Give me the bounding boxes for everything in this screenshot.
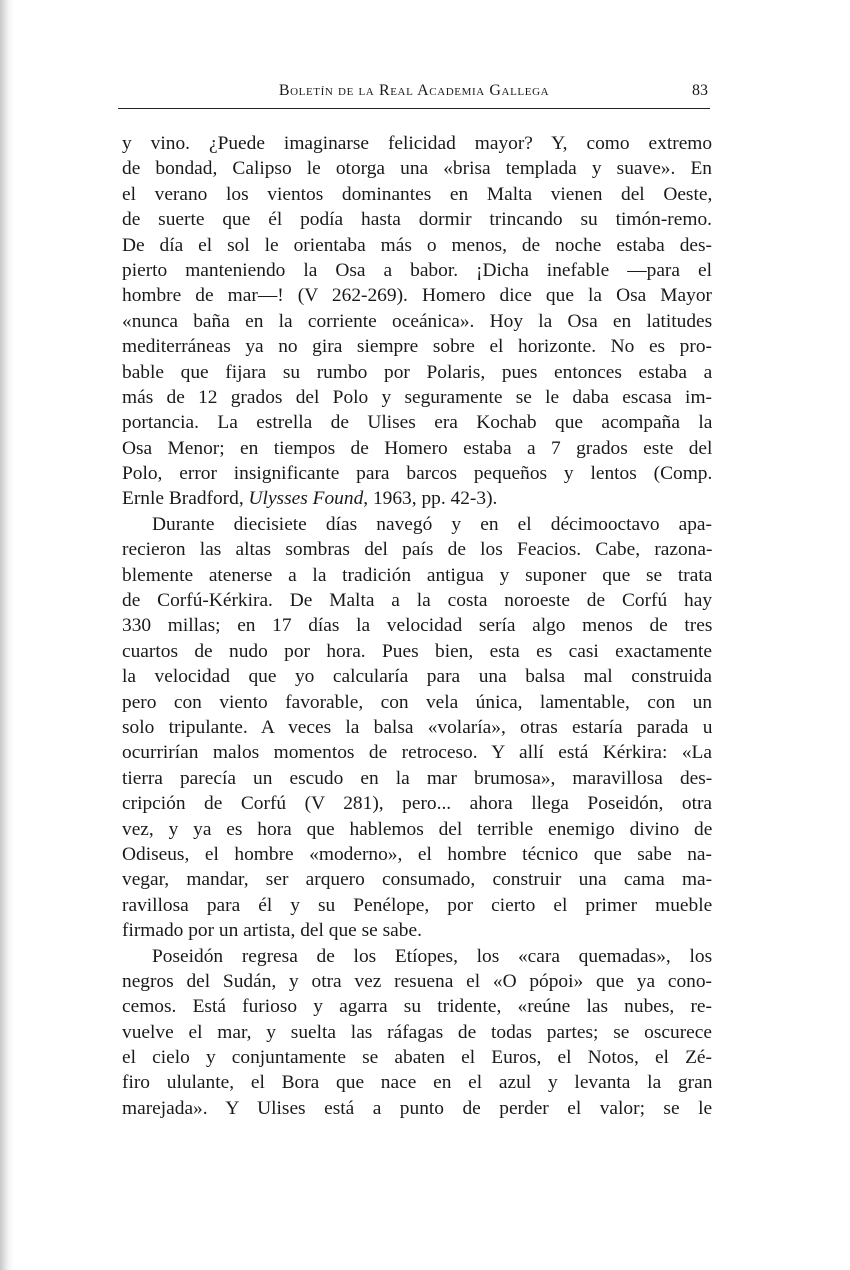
text-line: [122, 436, 712, 461]
text-span: 330 millas; en 17 días la velocidad sería algo menos de tres: [122, 615, 713, 637]
text-span: el cielo y conjuntamente se abaten el Euros, el Notos, el Zé-: [122, 1047, 712, 1069]
text-span: cripción de Corfú (V 281), pero... ahora llega Poseidón, otra: [122, 793, 713, 815]
text-line: [122, 613, 712, 638]
running-header: [118, 80, 710, 109]
text-span: solo tripulante. A veces la balsa «volaría», otras estaría parada u: [122, 716, 713, 738]
text-line: [122, 360, 712, 385]
text-line: [122, 512, 712, 537]
text-span: Odiseus, el hombre «moderno», el hombre técnico que sabe na-: [122, 843, 712, 865]
text-span: blemente atenerse a la tradición antigua y suponer que se trata: [122, 564, 713, 586]
page-number: 83: [692, 82, 708, 99]
text-line: [122, 842, 712, 867]
text-line: [122, 309, 712, 334]
text-span: Ernle Bradford,: [122, 488, 249, 510]
text-line: [122, 486, 712, 511]
text-span: vegar, mandar, ser arquero consumado, construir una cama ma-: [122, 869, 713, 891]
text-span: «nunca baña en la corriente oceánica». Hoy la Osa en latitudes: [122, 310, 713, 332]
text-line: [122, 1045, 712, 1070]
text-line: [122, 537, 712, 562]
text-span: bable que fijara su rumbo por Polaris, pues entonces estaba a: [122, 361, 713, 383]
text-span: hombre de mar—! (V 262-269). Homero dice que la Osa Mayor: [122, 285, 712, 307]
text-line: [122, 334, 712, 359]
text-span: de bondad, Calipso le otorga una «brisa templada y suave». En: [122, 158, 712, 180]
text-line: [122, 283, 712, 308]
text-span: cuartos de nudo por hora. Pues bien, esta es casi exactamente: [122, 640, 712, 662]
text-span: vez, y ya es hora que hablemos del terrible enemigo divino de: [122, 818, 713, 840]
text-line: [122, 893, 712, 918]
text-span: negros del Sudán, y otra vez resuena el «O pópoi» que ya cono-: [122, 970, 712, 992]
text-line: [122, 639, 712, 664]
text-line: [122, 867, 712, 892]
text-line: [122, 944, 712, 969]
scan-edge-shadow: [0, 0, 14, 1270]
text-span: recieron las altas sombras del país de los Feacios. Cabe, razona-: [122, 539, 713, 561]
text-line: [122, 385, 712, 410]
text-line: [122, 410, 712, 435]
text-span: De día el sol le orientaba más o menos, de noche estaba des-: [122, 234, 712, 256]
text-line: [122, 791, 712, 816]
text-line: [122, 766, 712, 791]
body-text: [122, 131, 712, 1121]
italic-title: Ulysses Found: [248, 488, 364, 510]
text-span: el verano los vientos dominantes en Malta vienen del Oeste,: [122, 183, 713, 205]
text-line: [122, 461, 712, 486]
text-span: y vino. ¿Puede imaginarse felicidad mayor? Y, como extremo: [122, 133, 713, 154]
text-line: [122, 918, 712, 943]
text-span: la velocidad que yo calcularía para una balsa mal construida: [122, 666, 712, 688]
text-span: más de 12 grados del Polo y seguramente se le daba escasa im-: [122, 386, 712, 408]
text-span: tierra parecía un escudo en la mar brumosa», maravillosa des-: [122, 767, 713, 789]
text-span: ocurrirían malos momentos de retroceso. Y allí está Kérkira: «La: [122, 742, 712, 764]
text-line: [122, 969, 712, 994]
text-line: [122, 715, 712, 740]
text-line: [122, 1096, 712, 1121]
text-span: cemos. Está furioso y agarra su tridente, «reúne las nubes, re-: [122, 996, 712, 1018]
text-span: Durante diecisiete días navegó y en el décimooctavo apa-: [152, 513, 712, 535]
text-line: [122, 563, 712, 588]
text-span: pierto manteniendo la Osa a babor. ¡Dicha inefable —para el: [122, 259, 712, 281]
journal-title: Boletín de la Real Academia Gallega: [278, 82, 550, 99]
text-line: [122, 664, 712, 689]
text-line: [122, 182, 712, 207]
text-line: [122, 156, 712, 181]
text-span: , 1963, pp. 42-3).: [363, 488, 498, 510]
text-line: [122, 740, 712, 765]
text-span: vuelve el mar, y suelta las ráfagas de todas partes; se oscurece: [122, 1021, 712, 1043]
text-span: Poseidón regresa de los Etíopes, los «cara quemadas», los: [152, 945, 713, 967]
text-line: [122, 258, 712, 283]
text-line: [122, 131, 712, 156]
text-span: de Corfú-Kérkira. De Malta a la costa noroeste de Corfú hay: [122, 590, 713, 612]
text-span: marejada». Y Ulises está a punto de perder el valor; se le: [122, 1097, 713, 1119]
text-span: ravillosa para él y su Penélope, por cierto el primer mueble: [122, 894, 713, 916]
text-line: [122, 1070, 712, 1095]
text-span: Polo, error insignificante para barcos pequeños y lentos (Comp.: [122, 463, 713, 485]
text-line: [122, 588, 712, 613]
text-line: [122, 207, 712, 232]
text-line: [122, 817, 712, 842]
text-line: [122, 690, 712, 715]
text-span: de suerte que él podía hasta dormir trincando su timón-remo.: [122, 209, 712, 231]
text-span: firmado por un artista, del que se sabe.: [122, 920, 422, 942]
text-span: firo ululante, el Bora que nace en el azul y levanta la gran: [122, 1072, 713, 1094]
text-span: pero con viento favorable, con vela única, lamentable, con un: [122, 691, 713, 713]
text-span: Osa Menor; en tiempos de Homero estaba a 7 grados este del: [122, 437, 713, 459]
text-line: [122, 994, 712, 1019]
text-span: mediterráneas ya no gira siempre sobre el horizonte. No es pro-: [122, 336, 712, 358]
text-span: portancia. La estrella de Ulises era Kochab que acompaña la: [122, 412, 713, 434]
text-line: [122, 1020, 712, 1045]
text-line: [122, 233, 712, 258]
